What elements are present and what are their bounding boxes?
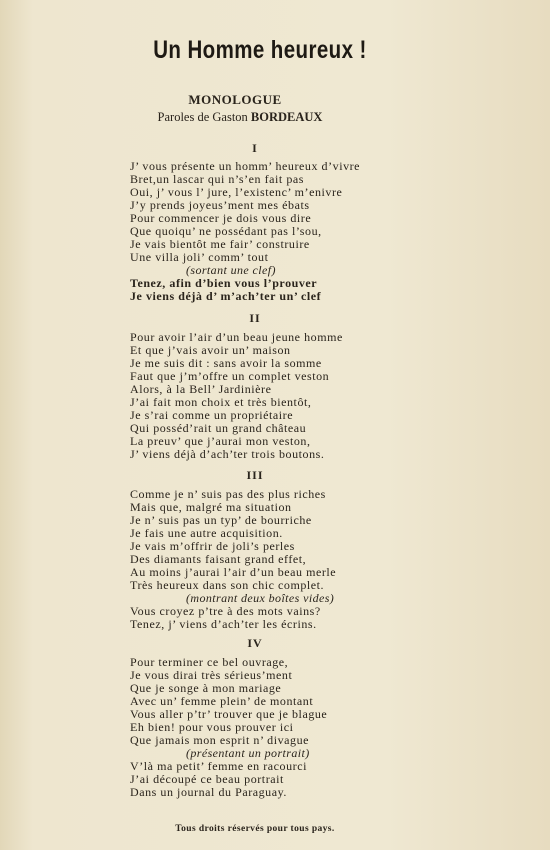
- stanza-numeral-2: II: [249, 311, 261, 325]
- verse-line: Je vais bientôt me fair’ construire: [130, 237, 310, 251]
- verse-line: Je viens déjà d’ m’ach’ter un’ clef: [130, 289, 322, 303]
- stanza-2: [130, 331, 430, 461]
- verse-line: Comme je n’ suis pas des plus riches: [130, 487, 326, 501]
- verse-line: La preuv’ que j’aurai mon veston,: [130, 434, 311, 448]
- verse-line: Eh bien! pour vous prouver ici: [130, 720, 294, 734]
- verse-line: Avec un’ femme plein’ de montant: [130, 694, 314, 708]
- verse-line: V’là ma petit’ femme en racourci: [130, 759, 307, 773]
- verse-line: Une villa joli’ comm’ tout: [130, 250, 269, 264]
- author-name: BORDEAUX: [250, 110, 323, 124]
- stage-direction: (montrant deux boîtes vides): [186, 591, 335, 605]
- verse-line: Je fais une autre acquisition.: [130, 526, 283, 540]
- copyright-footer: Tous droits réservés pour tous pays.: [175, 824, 335, 834]
- verse-line: J’ai fait mon choix et très bientôt,: [130, 395, 312, 409]
- verse-line: Que quoiqu’ ne possédant pas l’sou,: [130, 224, 322, 238]
- stage-direction: (présentant un portrait): [186, 746, 310, 760]
- verse-line: Qui posséd’rait un grand château: [130, 421, 307, 435]
- verse-line: Pour commencer je dois vous dire: [130, 211, 312, 225]
- verse-line: Pour avoir l’air d’un beau jeune homme: [130, 330, 343, 344]
- verse-line: Je me suis dit : sans avoir la somme: [130, 356, 322, 370]
- verse-line: Que jamais mon esprit n’ divague: [130, 733, 310, 747]
- stanza-4: [130, 656, 430, 799]
- stage-direction: (sortant une clef): [186, 263, 276, 277]
- verse-line: J’ viens déjà d’ach’ter trois boutons.: [130, 447, 325, 461]
- verse-line: Au moins j’aurai l’air d’un beau merle: [130, 565, 337, 579]
- verse-line: J’ vous présente un homm’ heureux d’vivre: [130, 159, 361, 173]
- verse-line: Des diamants faisant grand effet,: [130, 552, 307, 566]
- verse-line: Et que j’vais avoir un’ maison: [130, 343, 291, 357]
- stanza-numeral-1: I: [252, 141, 258, 155]
- verse-line: J’y prends joyeus’ment mes ébats: [130, 198, 310, 212]
- genre-subtitle: MONOLOGUE: [188, 92, 282, 107]
- verse-line: Que je songe à mon mariage: [130, 681, 282, 695]
- stanza-3: [130, 488, 430, 631]
- page-title: Un Homme heureux !: [153, 36, 367, 64]
- verse-line: Mais que, malgré ma situation: [130, 500, 292, 514]
- verse-line: Pour terminer ce bel ouvrage,: [130, 655, 289, 669]
- verse-line: Très heureux dans son chic complet.: [130, 578, 325, 592]
- stanza-numeral-4: IV: [247, 636, 263, 650]
- verse-line: Bret,un lascar qui n’s’en fait pas: [130, 172, 304, 186]
- verse-line: Je vous dirai très sérieus’ment: [130, 668, 293, 682]
- author-credit: [0, 110, 480, 125]
- verse-line: Tenez, afin d’bien vous l’prouver: [130, 276, 318, 290]
- verse-line: Tenez, j’ viens d’ach’ter les écrins.: [130, 617, 317, 631]
- author-prefix: Paroles de Gaston: [157, 110, 248, 124]
- verse-line: Je vais m’offrir de joli’s perles: [130, 539, 295, 553]
- verse-line: J’ai découpé ce beau portrait: [130, 772, 284, 786]
- verse-line: Alors, à la Bell’ Jardinière: [130, 382, 272, 396]
- verse-line: Je n’ suis pas un typ’ de bourriche: [130, 513, 312, 527]
- verse-line: Faut que j’m’offre un complet veston: [130, 369, 330, 383]
- stanza-numeral-3: III: [246, 468, 264, 482]
- verse-line: Vous croyez p’tre à des mots vains?: [130, 604, 321, 618]
- verse-line: Je s’rai comme un propriétaire: [130, 408, 294, 422]
- stanza-1: [130, 160, 430, 303]
- verse-line: Vous aller p’tr’ trouver que je blague: [130, 707, 328, 721]
- verse-line: Oui, j’ vous l’ jure, l’existenc’ m’enivre: [130, 185, 343, 199]
- verse-line: Dans un journal du Paraguay.: [130, 785, 287, 799]
